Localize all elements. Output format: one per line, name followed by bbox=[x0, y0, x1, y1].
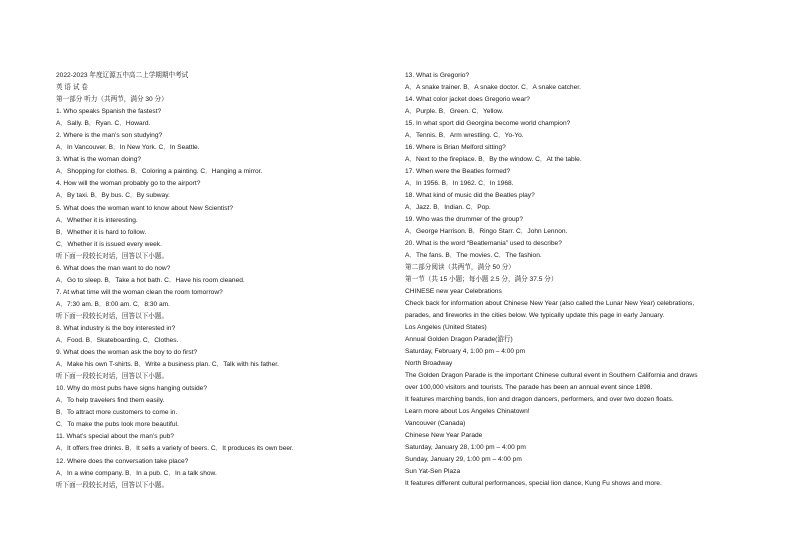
left-column-line: A．Go to sleep. B．Take a hot bath. C．Have his room cleaned. bbox=[56, 276, 245, 284]
right-column-line: A．The fans. B．The movies. C．The fashion. bbox=[405, 252, 542, 259]
right-column-line: Check back for information about Chinese New Year (also called the Lunar New Year) celebrations, bbox=[405, 300, 695, 307]
left-column-line: B．Whether it is hard to follow. bbox=[56, 228, 147, 236]
left-column-line: 听下面一段较长对话，回答以下小题。 bbox=[56, 312, 169, 320]
left-column-line: C．Whether it is issued every week. bbox=[56, 240, 162, 248]
left-column-line: C．To make the pubs look more beautiful. bbox=[56, 421, 179, 429]
left-column-line: 英 语 试 卷 bbox=[56, 84, 88, 92]
left-column-line: A．To help travelers find them easily. bbox=[56, 397, 165, 405]
left-column-line: 2022-2023 年度辽源五中高二上学期期中考试 bbox=[56, 72, 189, 79]
left-column-line: 5. What does the woman want to know about New Scientist? bbox=[56, 204, 234, 212]
left-column-line: A．Make his own T-shirts. B．Write a business plan. C．Talk with his father. bbox=[56, 361, 279, 369]
right-column-line: 第一节（共 15 小题；每小题 2.5 分，满分 37.5 分） bbox=[405, 276, 558, 283]
right-column-line: 第二部分阅读（共两节，满分 50 分） bbox=[405, 264, 515, 271]
left-column-line: A．7:30 am. B．8:00 am. C．8:30 am. bbox=[56, 300, 170, 308]
right-column-line: Sun Yat-Sen Plaza bbox=[405, 468, 461, 475]
right-column-line: A．A snake trainer. B．A snake doctor. C．A snake catcher. bbox=[405, 84, 581, 91]
left-column-line: A．Shopping for clothes. B．Coloring a painting. C．Hanging a mirror. bbox=[56, 168, 263, 176]
right-column-line: A．George Harrison. B．Ringo Starr. C．John Lennon. bbox=[405, 228, 568, 235]
right-column bbox=[405, 70, 765, 490]
right-column-line: Vancouver (Canada) bbox=[405, 420, 466, 427]
right-column-line: It features marching bands, lion and dragon dancers, performers, and over two dozen floats. bbox=[405, 396, 674, 403]
left-column-line: 4. How will the woman probably go to the airport? bbox=[56, 180, 201, 188]
left-column-line: 6. What does the man want to do now? bbox=[56, 264, 171, 272]
left-column-line: 1. Who speaks Spanish the fastest? bbox=[56, 108, 162, 116]
left-column-line: 7. At what time will the woman clean the room tomorrow? bbox=[56, 288, 223, 296]
right-column-line: 16. Where is Brian Melford sitting? bbox=[405, 144, 506, 151]
right-column-line: A．Next to the fireplace. B．By the window. C．At the table. bbox=[405, 156, 582, 163]
right-column-line: It features different cultural performances, special lion dance, Kung Fu shows and more. bbox=[405, 480, 662, 487]
right-column-line: 18. What kind of music did the Beatles play? bbox=[405, 192, 535, 199]
right-column-line: 19. Who was the drummer of the group? bbox=[405, 216, 524, 223]
left-column-line: A．Sally. B．Ryan. C．Howard. bbox=[56, 120, 151, 128]
left-column-line: 听下面一段较长对话，回答以下小题。 bbox=[56, 481, 169, 489]
left-column-line: 2. Where is the man’s son studying? bbox=[56, 132, 163, 140]
left-column-line: 11. What’s special about the man’s pub? bbox=[56, 433, 175, 441]
right-column-line: A．Tennis. B．Arm wrestling. C．Yo-Yo. bbox=[405, 132, 524, 139]
left-column-line: 听下面一段较长对话，回答以下小题。 bbox=[56, 252, 169, 260]
right-column-line: Sunday, January 29, 1:00 pm – 4:00 pm bbox=[405, 456, 522, 463]
left-column-line: 第一部分 听力（共两节，满分 30 分） bbox=[56, 96, 168, 104]
right-column-line: Los Angeles (United States) bbox=[405, 324, 487, 331]
left-column-line: 10. Why do most pubs have signs hanging outside? bbox=[56, 385, 208, 393]
left-column-line: B．To attract more customers to come in. bbox=[56, 409, 178, 417]
right-column-line: 15. In what sport did Georgina become world champion? bbox=[405, 120, 571, 127]
left-column-line: A．In Vancouver. B．In New York. C．In Seattle. bbox=[56, 144, 200, 152]
right-column-line: CHINESE new year Celebrations bbox=[405, 288, 502, 295]
right-column-line: parades, and fireworks in the cities below. We typically update this page in early January. bbox=[405, 312, 665, 319]
left-column-line: A．Whether it is interesting. bbox=[56, 216, 138, 224]
right-column-line: Annual Golden Dragon Parade(游行) bbox=[405, 336, 513, 343]
left-column-line: 3. What is the woman doing? bbox=[56, 156, 142, 164]
left-column-line: A．Food. B．Skateboarding. C．Clothes. bbox=[56, 337, 179, 345]
right-column-line: Saturday, February 4, 1:00 pm – 4:00 pm bbox=[405, 348, 526, 355]
right-column-line: Chinese New Year Parade bbox=[405, 432, 483, 439]
right-column-line: 13. What is Gregorio? bbox=[405, 72, 470, 79]
left-column-line: 8. What industry is the boy interested in? bbox=[56, 324, 176, 332]
left-column-line: A．By taxi. B．By bus. C．By subway. bbox=[56, 192, 170, 200]
left-column-line: 听下面一段较长对话，回答以下小题。 bbox=[56, 373, 169, 381]
right-column-line: Saturday, January 28, 1:00 pm – 4:00 pm bbox=[405, 444, 526, 451]
left-column bbox=[56, 70, 392, 492]
right-column-line: 17. When were the Beatles formed? bbox=[405, 168, 511, 175]
right-column-line: A．In 1956. B．In 1962. C．In 1968. bbox=[405, 180, 514, 187]
left-column-line: A．In a wine company. B．In a pub. C．In a talk show. bbox=[56, 469, 217, 477]
right-column-line: over 100,000 visitors and tourists. The parade has been an annual event since 1898. bbox=[405, 384, 653, 391]
right-column-line: A．Jazz. B．Indian. C．Pop. bbox=[405, 204, 491, 211]
right-column-line: A．Purple. B．Green. C．Yellow. bbox=[405, 108, 504, 115]
right-column-line: 20. What is the word “Beatlemania” used to describe? bbox=[405, 240, 562, 247]
right-column-line: North Broadway bbox=[405, 360, 453, 367]
left-column-line: A．It offers free drinks. B．It sells a variety of beers. C．It produces its own beer. bbox=[56, 445, 294, 453]
right-column-line: 14. What color jacket does Gregorio wear? bbox=[405, 96, 530, 103]
left-column-line: 12. Where does the conversation take place? bbox=[56, 457, 189, 465]
left-column-line: 9. What does the woman ask the boy to do first? bbox=[56, 349, 198, 357]
right-column-line: The Golden Dragon Parade is the important Chinese cultural event in Southern California and draws bbox=[405, 372, 698, 379]
right-column-line: Learn more about Los Angeles Chinatown! bbox=[405, 408, 530, 415]
